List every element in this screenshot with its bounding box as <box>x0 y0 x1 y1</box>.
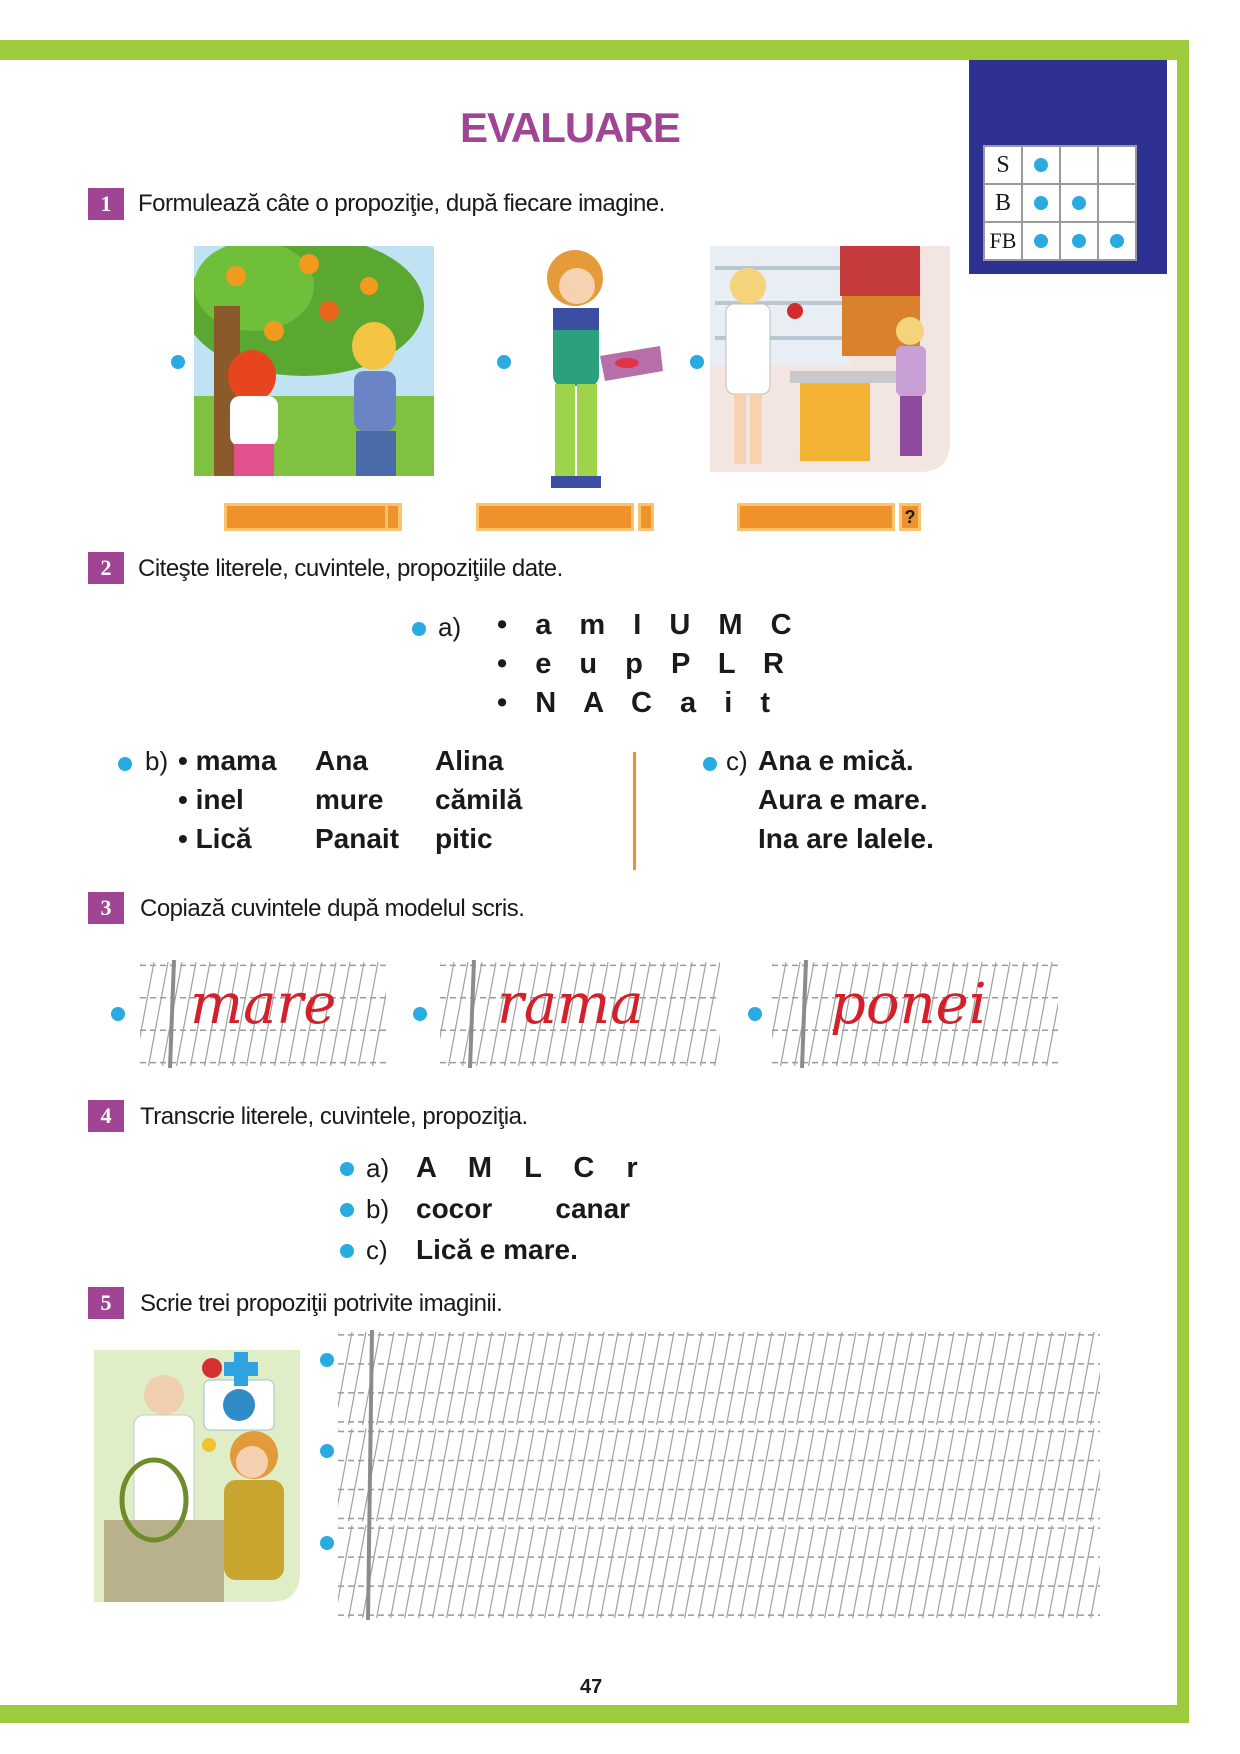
rating-row-s <box>984 146 1136 184</box>
exercise-5-instruction: Scrie trei propoziţii potrivite imaginii. <box>140 1290 503 1317</box>
answer-bar[interactable] <box>476 503 634 531</box>
bullet-dot <box>690 355 704 369</box>
sentence: Ina are lalele. <box>758 823 934 854</box>
transcribe-words: cocor canar <box>416 1193 631 1224</box>
question-box: ? <box>899 503 921 531</box>
answer-bar-end <box>638 503 654 531</box>
exercise-number: 2 <box>88 552 124 584</box>
rating-label: S <box>984 146 1022 184</box>
rating-dot <box>1034 196 1048 210</box>
rating-dot <box>1034 234 1048 248</box>
cursive-model-word: mare <box>190 972 337 1037</box>
sentence: Ana e mică. <box>758 745 914 776</box>
letter-line: • N A C a i t <box>497 687 781 719</box>
exercise-number: 4 <box>88 1100 124 1132</box>
word: • mama <box>178 745 277 776</box>
exercise-1-instruction: Formulează câte o propoziţie, după fiecare imagine. <box>138 190 665 217</box>
boy-with-tray-picture <box>515 246 665 492</box>
bullet-dot <box>748 1007 762 1021</box>
bullet-dot <box>497 355 511 369</box>
sentence-writing-lines[interactable] <box>338 1330 1100 1620</box>
bullet-dot <box>118 757 132 771</box>
item-label: c) <box>726 746 748 776</box>
transcribe-letters: A M L C r <box>416 1152 650 1184</box>
answer-bar[interactable] <box>224 503 402 531</box>
bullet-dot <box>703 757 717 771</box>
item-label: b) <box>145 746 169 776</box>
rating-label: FB <box>984 222 1022 260</box>
rating-dot <box>1072 196 1086 210</box>
bullet-dot <box>340 1162 354 1176</box>
rating-grid <box>983 145 1137 261</box>
bullet-dot <box>320 1444 334 1458</box>
exercise-number: 1 <box>88 188 124 220</box>
doctor-and-girl-picture <box>710 246 950 472</box>
exercise-4-instruction: Transcrie literele, cuvintele, propoziţia. <box>140 1103 528 1130</box>
bullet-dot <box>340 1203 354 1217</box>
bullet-dot <box>111 1007 125 1021</box>
column-separator <box>633 752 636 870</box>
item-label: c) <box>366 1235 388 1265</box>
item-label: a) <box>366 1153 390 1183</box>
letter-line: • a m I U M C <box>497 609 802 641</box>
frame-bottom-border <box>0 1705 1189 1723</box>
answer-bar-end <box>385 503 401 531</box>
word: • inel <box>178 784 244 815</box>
apple-tree-picture <box>194 246 434 476</box>
rating-dot <box>1072 234 1086 248</box>
sentence: Aura e mare. <box>758 784 928 815</box>
frame-right-border <box>1177 40 1189 1720</box>
rating-row-fb <box>984 222 1136 260</box>
word: pitic <box>435 823 493 854</box>
word: Ana <box>315 745 368 776</box>
page-number: 47 <box>580 1676 603 1698</box>
rating-row-b <box>984 184 1136 222</box>
bullet-dot <box>320 1536 334 1550</box>
page-title: EVALUARE <box>460 104 680 151</box>
item-label: a) <box>438 612 462 642</box>
letter-line: • e u p P L R <box>497 648 795 680</box>
frame-top-border <box>0 40 1187 60</box>
rating-dot <box>1110 234 1124 248</box>
word: mure <box>315 784 384 815</box>
word: • Lică <box>178 823 252 854</box>
cursive-model-word: ponei <box>830 972 987 1037</box>
cursive-model-word: rama <box>497 972 644 1037</box>
rating-dot <box>1034 158 1048 172</box>
item-label: b) <box>366 1194 390 1224</box>
rating-label: B <box>984 184 1022 222</box>
transcribe-sentence: Lică e mare. <box>416 1234 578 1265</box>
exercise-2-instruction: Citeşte literele, cuvintele, propoziţiile date. <box>138 555 563 582</box>
word: Alina <box>435 745 504 776</box>
exercise-number: 3 <box>88 892 124 924</box>
answer-bar[interactable] <box>737 503 895 531</box>
word: Panait <box>315 823 400 854</box>
vet-clinic-picture <box>94 1350 300 1602</box>
bullet-dot <box>413 1007 427 1021</box>
bullet-dot <box>412 622 426 636</box>
exercise-3-instruction: Copiază cuvintele după modelul scris. <box>140 895 525 922</box>
bullet-dot <box>171 355 185 369</box>
word: cămilă <box>435 784 523 815</box>
bullet-dot <box>320 1353 334 1367</box>
exercise-number: 5 <box>88 1287 124 1319</box>
bullet-dot <box>340 1244 354 1258</box>
